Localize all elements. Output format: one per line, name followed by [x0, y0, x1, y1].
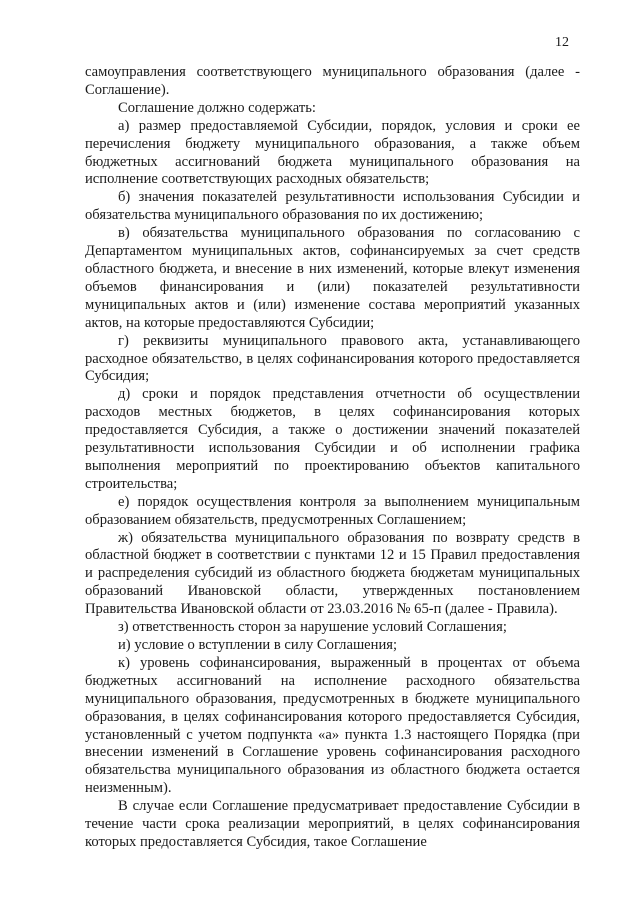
paragraph-continuation: самоуправления соответствующего муниципального образования (далее - Соглашение).	[85, 64, 580, 98]
page-number: 12	[555, 35, 569, 50]
paragraph-item-d: д) сроки и порядок представления отчетности об осуществлении расходов местных бюджетов, в целях софинансирования которых предоставляется Субсидия, а также о достижении значений показателей результативности использования Субсидии и об исполнении графика выполнения мероприятий по проектированию объектов капитального строительства;	[85, 386, 580, 492]
paragraph-item-a: а) размер предоставляемой Субсидии, порядок, условия и сроки ее перечисления бюджету муниципального образования, а также объем бюджетных ассигнований бюджета муниципального образования на исполнение соответствующих расходных обязательств;	[85, 117, 580, 188]
paragraph-item-k: к) уровень софинансирования, выраженный в процентах от объема бюджетных ассигнований на исполнение расходного обязательства муниципального образования, предусмотренных в бюджете муниципального образования, в целях софинансирования которого предоставляется Субсидия, установленный с учетом подпункта «а» пункта 1.3 настоящего Порядка (при внесении изменений в Соглашение уровень софинансирования расходного обязательства муниципального образования из областного бюджета остается неизменным).	[85, 654, 580, 797]
paragraph-item-e: е) порядок осуществления контроля за выполнением муниципальным образованием обязательств, предусмотренных Соглашением;	[85, 493, 580, 528]
document-body	[85, 64, 580, 852]
paragraph-final: В случае если Соглашение предусматривает предоставление Субсидии в течение части срока реализации мероприятий, в целях софинансирования которых предоставляется Субсидия, такое Соглашение	[85, 798, 580, 850]
paragraph-item-v: в) обязательства муниципального образования по согласованию с Департаментом муниципальных актов, софинансируемых за счет средств областного бюджета, и внесение в них изменений, которые влекут изменения объемов финансирования и (или) показателей результативности муниципальных актов и (или) изменение состава мероприятий указанных актов, на которые предоставляются Субсидии;	[85, 225, 580, 331]
paragraph-item-i: и) условие о вступлении в силу Соглашения;	[118, 637, 398, 653]
paragraph-item-b: б) значения показателей результативности использования Субсидии и обязательства муниципального образования по их достижению;	[85, 189, 580, 224]
paragraph-item-z: з) ответственность сторон за нарушение условий Соглашения;	[118, 619, 507, 636]
paragraph-item-g: г) реквизиты муниципального правового акта, устанавливающего расходное обязательство, в целях софинансирования которого предоставляется Субсидия;	[85, 332, 580, 385]
paragraph-agreement-contents: Соглашение должно содержать:	[118, 99, 316, 116]
paragraph-item-zh: ж) обязательства муниципального образования по возврату средств в областной бюджет в соответствии с пунктами 12 и 15 Правил предоставления и распределения субсидий из областного бюджета бюджетам муниципальных образований Ивановской области, утвержденных постановлением Правительства Ивановской области от 23.03.2016 № 65-п (далее - Правила).	[85, 529, 580, 618]
